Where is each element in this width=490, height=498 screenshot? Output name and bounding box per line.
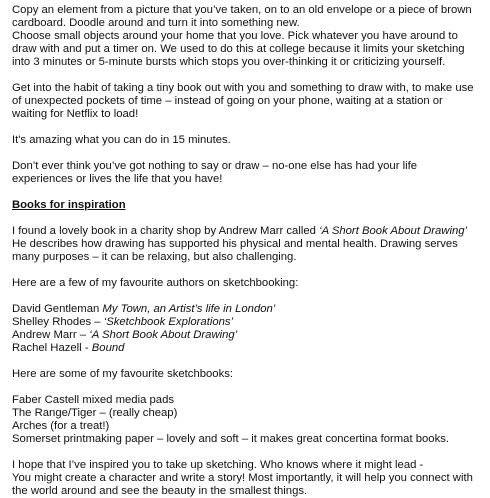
habit-line-3: waiting for Netflix to load!	[12, 108, 139, 120]
author-name: Rachel Hazell -	[12, 342, 92, 354]
marr-line-1-text: I found a lovely book in a charity shop by Andrew Marr called	[12, 225, 320, 237]
sketchbook-item: Faber Castell mixed media pads	[12, 394, 174, 406]
author-book-title: ‘Sketchbook Explorations’	[103, 316, 234, 328]
habit-line-2: of unexpected pockets of time – instead of going on your phone, waiting at a station or	[12, 95, 443, 107]
marr-line-1	[12, 225, 490, 238]
closing-line-1: I hope that I’ve inspired you to take up sketching. Who knows where it might lead -	[12, 459, 424, 471]
marr-line-3: many purposes – it can be relaxing, but also challenging.	[12, 251, 297, 263]
author-book-title: ‘A Short Book About Drawing’	[89, 329, 238, 341]
marr-line-2: He describes how drawing has supported his physical and mental health. Drawing serves	[12, 238, 458, 250]
authors-intro: Here are a few of my favourite authors on sketchbooking:	[12, 277, 299, 289]
closing-line-3: the world around and see the beauty in the smallest things.	[12, 485, 308, 497]
intro-line-3: Choose small objects around your home that you love. Pick whatever you have around to	[12, 30, 458, 42]
intro-line-1: Copy an element from a picture that you’ve taken, on to an old envelope or a piece of brown	[12, 4, 472, 16]
author-item	[12, 316, 490, 329]
sketchbook-item: The Range/Tiger – (really cheap)	[12, 407, 178, 419]
never-line-2: experiences or lives the life that you have!	[12, 173, 223, 185]
author-name: David Gentleman	[12, 303, 103, 315]
author-item	[12, 342, 490, 355]
never-line-1: Don’t ever think you’ve got nothing to say or draw – no-one else has had your life	[12, 160, 418, 172]
author-item	[12, 329, 490, 342]
intro-line-4: draw with and put a timer on. We used to do this at college because it limits your sketching	[12, 43, 465, 55]
amazing-line: It's amazing what you can do in 15 minutes.	[12, 134, 231, 146]
sketchbooks-intro: Here are some of my favourite sketchbooks:	[12, 368, 234, 380]
closing-line-2: You might create a character and write a story! Most importantly, it will help you connect with	[12, 472, 473, 484]
habit-line-1: Get into the habit of taking a tiny book out with you and something to draw with, to make use	[12, 82, 474, 94]
sketchbook-item: Arches (for a treat!)	[12, 420, 110, 432]
books-heading: Books for inspiration	[12, 199, 126, 211]
author-book-title: Bound	[91, 342, 125, 354]
marr-book-title: ‘A Short Book About Drawing’	[319, 225, 468, 237]
sketchbook-item: Somerset printmaking paper – lovely and soft – it makes great concertina format books.	[12, 433, 450, 445]
author-item	[12, 303, 490, 316]
intro-line-5: into 3 minutes or 5-minute bursts which stops you over-thinking it or criticizing yourself.	[12, 56, 446, 68]
author-name: Andrew Marr –	[12, 329, 90, 341]
intro-line-2: cardboard. Doodle around and turn it into something new.	[12, 17, 300, 29]
author-book-title: My Town, an Artist’s life in London’	[102, 303, 276, 315]
author-name: Shelley Rhodes –	[12, 316, 104, 328]
